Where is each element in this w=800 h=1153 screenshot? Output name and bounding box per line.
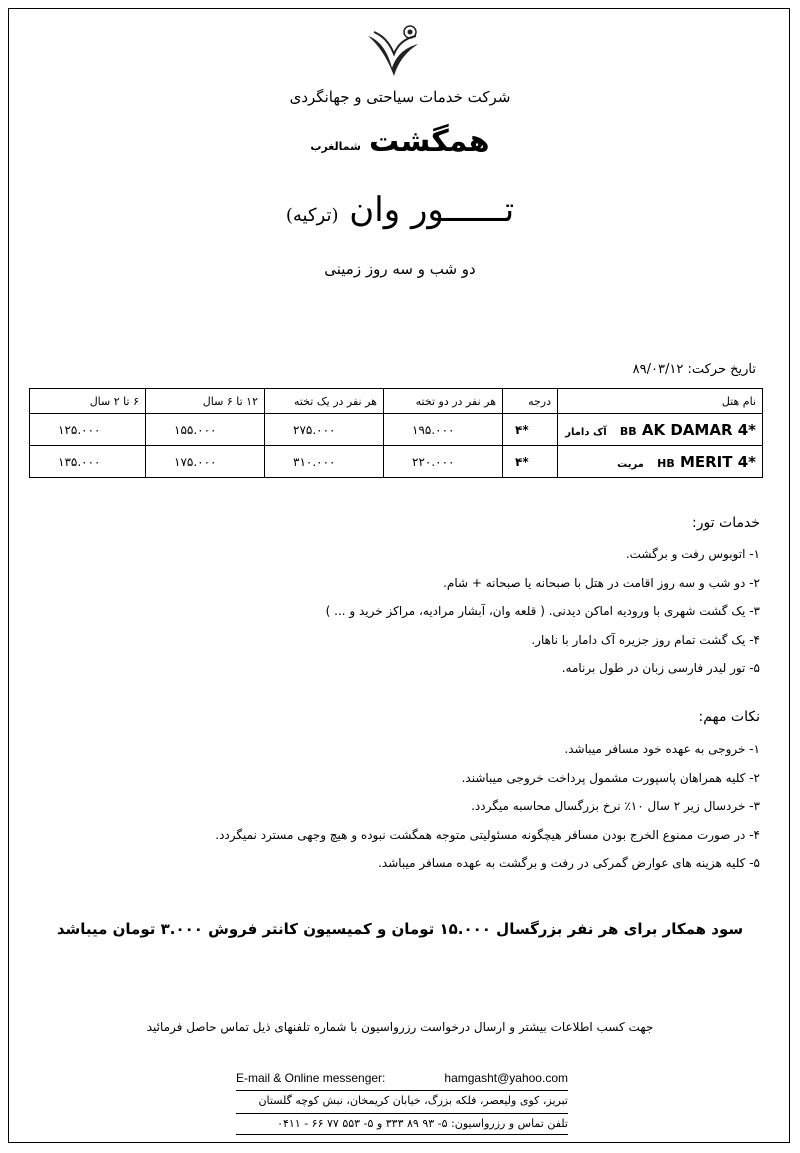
double-price: ۱۹۵.۰۰۰ — [384, 414, 503, 446]
brand-row — [0, 120, 800, 162]
list-item: ۲- کلیه همراهان پاسپورت مشمول پرداخت خروجی میباشند. — [461, 770, 760, 785]
single-price: ۳۱۰.۰۰۰ — [265, 446, 384, 478]
notes-list — [120, 735, 760, 878]
footer-divider — [236, 1090, 568, 1091]
col-single: هر نفر در یک تخته — [265, 389, 384, 414]
list-item: ۵- تور لیدر فارسی زبان در طول برنامه. — [561, 661, 760, 675]
phone-numbers: تلفن تماس و رزرواسیون: ۵- ۹۳ ۸۹ ۳۳۳ و ۵- ۵۵۳ ۷۷ ۶۶ - ۰۴۱۱ — [277, 1117, 568, 1130]
email-row — [236, 1071, 568, 1085]
list-item: ۱- خروجی به عهده خود مسافر میباشد. — [564, 742, 760, 756]
col-grade: درجه — [503, 389, 558, 414]
child-2-6-price: ۱۲۵.۰۰۰ — [30, 414, 146, 446]
tour-country: (ترکیه) — [285, 205, 339, 226]
board-type: HB — [657, 456, 675, 470]
hotel-cell — [558, 414, 763, 446]
brand-subtitle: شمالغرب — [310, 139, 361, 153]
hotel-name-fa: آک دامار — [565, 426, 607, 438]
hotel-name-fa: مریت — [617, 458, 644, 470]
double-price: ۲۲۰.۰۰۰ — [384, 446, 503, 478]
departure-date: تاریخ حرکت: ۸۹/۰۳/۱۲ — [632, 362, 756, 377]
col-child-6-12: ۱۲ تا ۶ سال — [146, 389, 265, 414]
table-header-row — [30, 389, 763, 414]
list-item: ۴- یک گشت تمام روز جزیره آک دامار با ناهار. — [531, 632, 760, 647]
hotel-cell — [558, 446, 763, 478]
commission-note: سود همکار برای هر نفر بزرگسال ۱۵.۰۰۰ تومان و کمیسیون کانتر فروش ۳.۰۰۰ تومان میباشد — [56, 920, 744, 938]
address: تبریز، کوی ولیعصر، فلکه بزرگ، خیابان کریمخان، نبش کوچه گلستان — [258, 1094, 568, 1107]
services-title: خدمات تور: — [691, 515, 760, 531]
tour-title-main: تــــــور وان — [349, 190, 515, 230]
col-child-2-6: ۶ تا ۲ سال — [30, 389, 146, 414]
list-item: ۲- دو شب و سه روز اقامت در هتل با صبحانه یا صبحانه + شام. — [443, 575, 760, 590]
hotel-name-en: AK DAMAR 4* — [641, 420, 756, 439]
email-label: E-mail & Online messenger: — [236, 1071, 386, 1085]
list-item: ۴- در صورت ممنوع الخرج بودن مسافر هیچگونه مسئولیتی متوجه همگشت نبوده و هیچ وجهی مسترد نمیگردد. — [215, 827, 760, 842]
child-6-12-price: ۱۵۵.۰۰۰ — [146, 414, 265, 446]
contact-note: جهت کسب اطلاعات بیشتر و ارسال درخواست رزرواسیون با شماره تلفنهای ذیل تماس حاصل فرمائید — [146, 1020, 654, 1034]
col-double: هر نفر در دو تخته — [384, 389, 503, 414]
tour-title — [0, 190, 800, 230]
list-item: ۳- یک گشت شهری با ورودیه اماکن دیدنی. ( قلعه وان، آبشار مرادیه، مراکز خرید و ... ) — [325, 604, 760, 618]
services-list — [140, 540, 760, 683]
grade-cell: *۴ — [503, 414, 558, 446]
price-table — [29, 388, 763, 478]
child-6-12-price: ۱۷۵.۰۰۰ — [146, 446, 265, 478]
footer-divider — [236, 1113, 568, 1114]
notes-title: نکات مهم: — [698, 709, 760, 725]
grade-cell: *۴ — [503, 446, 558, 478]
single-price: ۲۷۵.۰۰۰ — [265, 414, 384, 446]
board-type: BB — [619, 424, 637, 438]
list-item: ۳- خردسال زیر ۲ سال ۱۰٪ نرخ بزرگسال محاسبه میگردد. — [471, 799, 760, 813]
table-row — [30, 414, 763, 446]
tour-subtitle: دو شب و سه روز زمینی — [324, 260, 476, 278]
company-name: شرکت خدمات سیاحتی و جهانگردی — [289, 88, 511, 106]
footer-divider — [236, 1134, 568, 1135]
hotel-name-en: MERIT 4* — [679, 452, 756, 471]
brand-name: همگشت — [368, 123, 490, 159]
table-row — [30, 446, 763, 478]
list-item: ۵- کلیه هزینه های عوارض گمرکی در رفت و برگشت به عهده مسافر میباشد. — [378, 856, 760, 870]
col-hotel-name: نام هتل — [558, 389, 763, 414]
list-item: ۱- اتوبوس رفت و برگشت. — [625, 547, 760, 561]
bird-logo-icon — [358, 22, 432, 82]
email-address[interactable]: hamgasht@yahoo.com — [444, 1071, 568, 1085]
child-2-6-price: ۱۳۵.۰۰۰ — [30, 446, 146, 478]
